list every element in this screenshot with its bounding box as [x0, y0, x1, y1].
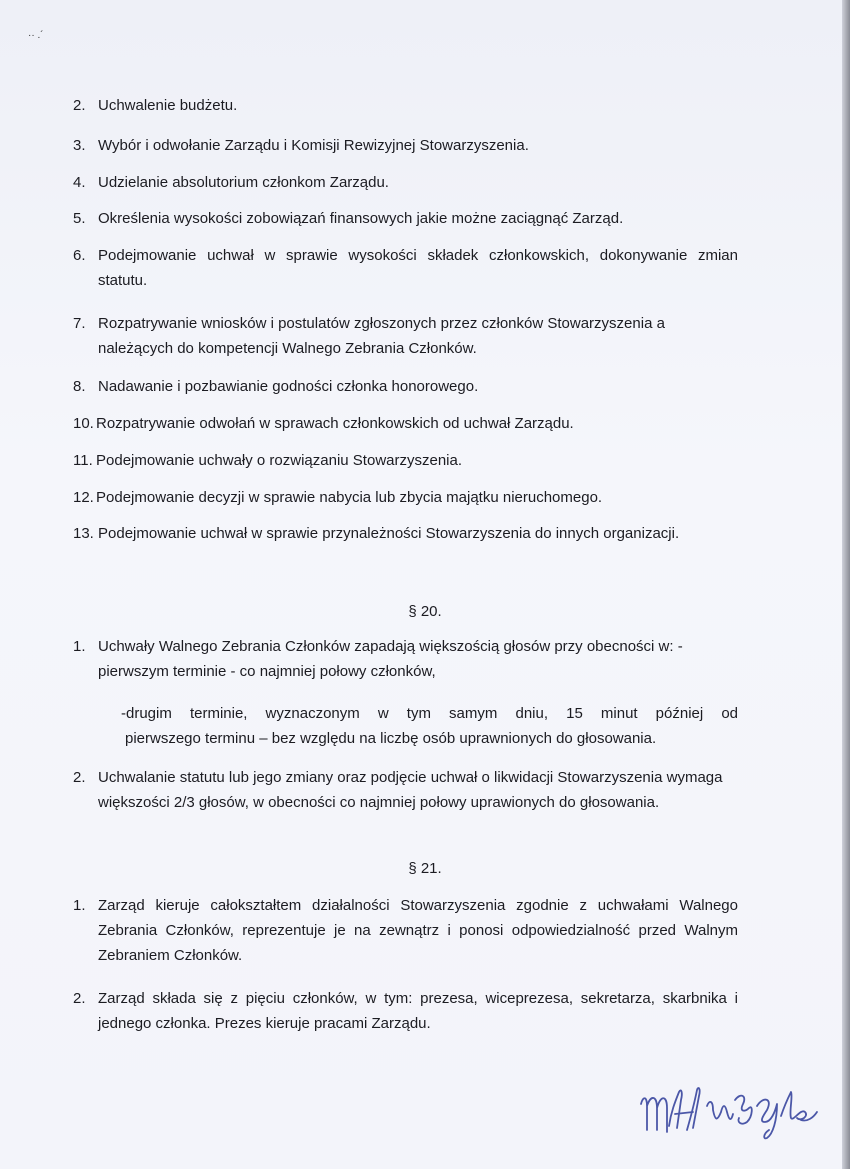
item-number: 7.	[73, 315, 86, 332]
item-text: Rozpatrywanie odwołań w sprawach członkowskich od uchwał Zarządu.	[96, 415, 574, 432]
item-text: Zarząd kieruje całokształtem działalności Stowarzyszenia zgodnie z uchwałami Walnego Zebrania Członków, reprezentuje je na zewnątrz i ponosi odpowiedzialność przed Walnym Zebraniem Członków.	[98, 897, 738, 964]
item-text: Podejmowanie uchwał w sprawie wysokości składek członkowskich, dokonywanie zmian statutu.	[98, 247, 738, 289]
item-number: 1.	[73, 897, 86, 914]
list-item	[73, 374, 738, 399]
item-text: Podejmowanie uchwały o rozwiązaniu Stowarzyszenia.	[96, 452, 463, 469]
item-number: 12.	[73, 489, 94, 506]
handwritten-signature	[635, 1082, 825, 1147]
item-number: 2.	[73, 97, 86, 114]
list-item	[73, 448, 738, 473]
section-heading: § 20.	[408, 603, 442, 620]
list-item	[73, 243, 738, 293]
item-text: Uchwały Walnego Zebrania Członków zapadają większością głosów przy obecności w: -pierwszym terminie - co najmniej połowy członków,	[98, 638, 683, 680]
item-text: Nadawanie i pozbawianie godności członka honorowego.	[98, 378, 479, 395]
item-text: Rozpatrywanie wniosków i postulatów zgłoszonych przez członków Stowarzyszenia a należących do kompetencji Walnego Zebrania Członków.	[98, 315, 665, 357]
list-item	[73, 133, 738, 158]
list-item	[73, 893, 738, 968]
list-item	[73, 521, 738, 546]
item-number: 1.	[73, 638, 86, 655]
item-number: 4.	[73, 174, 86, 191]
list-item	[73, 485, 738, 510]
sub-item-line: -drugim terminie, wyznaczonym w tym samym dniu, 15 minut później od	[121, 705, 738, 722]
corner-mark: ·· .´	[28, 30, 44, 41]
list-item	[73, 411, 738, 436]
section-heading: § 21.	[408, 860, 442, 877]
item-text: Wybór i odwołanie Zarządu i Komisji Rewizyjnej Stowarzyszenia.	[98, 137, 529, 154]
item-text: Podejmowanie uchwał w sprawie przynależności Stowarzyszenia do innych organizacji.	[98, 525, 680, 542]
item-number: 3.	[73, 137, 86, 154]
item-text: Uchwalanie statutu lub jego zmiany oraz podjęcie uchwał o likwidacji Stowarzyszenia wymaga większości 2/3 głosów, w obecności co najmniej połowy uprawionych do głosowania.	[98, 769, 723, 811]
list-item	[73, 311, 733, 361]
list-item	[73, 170, 738, 195]
item-number: 10.	[73, 415, 94, 432]
item-text: Podejmowanie decyzji w sprawie nabycia lub zbycia majątku nieruchomego.	[96, 489, 603, 506]
item-text: Zarząd składa się z pięciu członków, w tym: prezesa, wiceprezesa, sekretarza, skarbnika i jednego członka. Prezes kieruje pracami Zarządu.	[98, 990, 738, 1032]
item-number: 2.	[73, 769, 86, 786]
sub-item-line: pierwszego terminu – bez względu na liczbę osób uprawnionych do głosowania.	[125, 730, 657, 747]
item-text: Określenia wysokości zobowiązań finansowych jakie możne zaciągnąć Zarząd.	[98, 210, 624, 227]
item-number: 11.	[73, 452, 93, 469]
item-text: Uchwalenie budżetu.	[98, 97, 238, 114]
item-number: 6.	[73, 247, 86, 264]
list-item	[73, 986, 738, 1036]
item-text: Udzielanie absolutorium członkom Zarządu.	[98, 174, 389, 191]
item-number: 5.	[73, 210, 86, 227]
sub-item	[121, 701, 738, 751]
list-item	[73, 765, 738, 815]
item-number: 13.	[73, 525, 94, 542]
list-item	[73, 206, 738, 231]
item-number: 2.	[73, 990, 86, 1007]
list-item	[73, 93, 738, 118]
item-number: 8.	[73, 378, 86, 395]
list-item	[73, 634, 718, 684]
